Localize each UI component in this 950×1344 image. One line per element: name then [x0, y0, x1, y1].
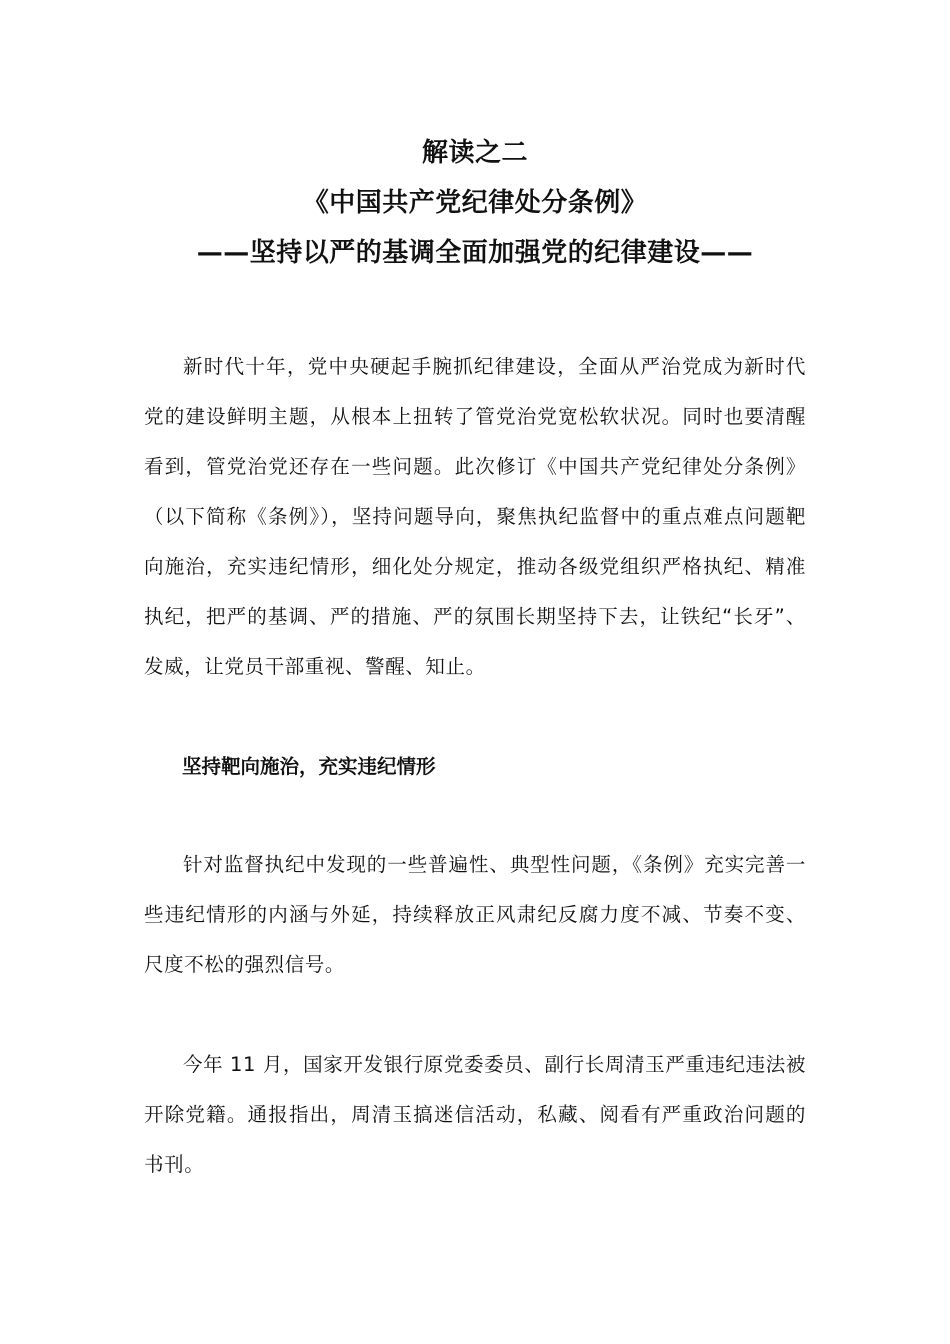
section-paragraph-2: 今年 11 月，国家开发银行原党委委员、副行长周清玉严重违纪违法被开除党籍。通报指出，周清玉搞迷信活动，私藏、阅看有严重政治问题的书刊。 [144, 1053, 806, 1176]
title-line-3: ——坚持以严的基调全面加强党的纪律建设—— [196, 238, 754, 268]
title-line-2: 《中国共产党纪律处分条例》 [302, 188, 648, 218]
document-title [0, 128, 950, 278]
section-paragraph-1: 针对监督执纪中发现的一些普遍性、典型性问题，《条例》充实完善一些违纪情形的内涵与外延，持续释放正风肃纪反腐力度不减、节奏不变、尺度不松的强烈信号。 [144, 853, 806, 976]
title-line-1: 解读之二 [421, 138, 528, 168]
intro-paragraph: 新时代十年，党中央硬起手腕抓纪律建设，全面从严治党成为新时代党的建设鲜明主题，从根本上扭转了管党治党宽松软状况。同时也要清醒看到，管党治党还存在一些问题。此次修订《中国共产党纪律处分条例》（以下简称《条例》），坚持问题导向，聚焦执纪监督中的重点难点问题靶向施治，充实违纪情形，细化处分规定，推动各级党组织严格执纪、精准执纪，把严的基调、严的措施、严的氛围长期坚持下去，让铁纪“长牙”、发威，让党员干部重视、警醒、知止。 [144, 355, 806, 678]
section-heading: 坚持靶向施治，充实违纪情形 [182, 755, 436, 778]
